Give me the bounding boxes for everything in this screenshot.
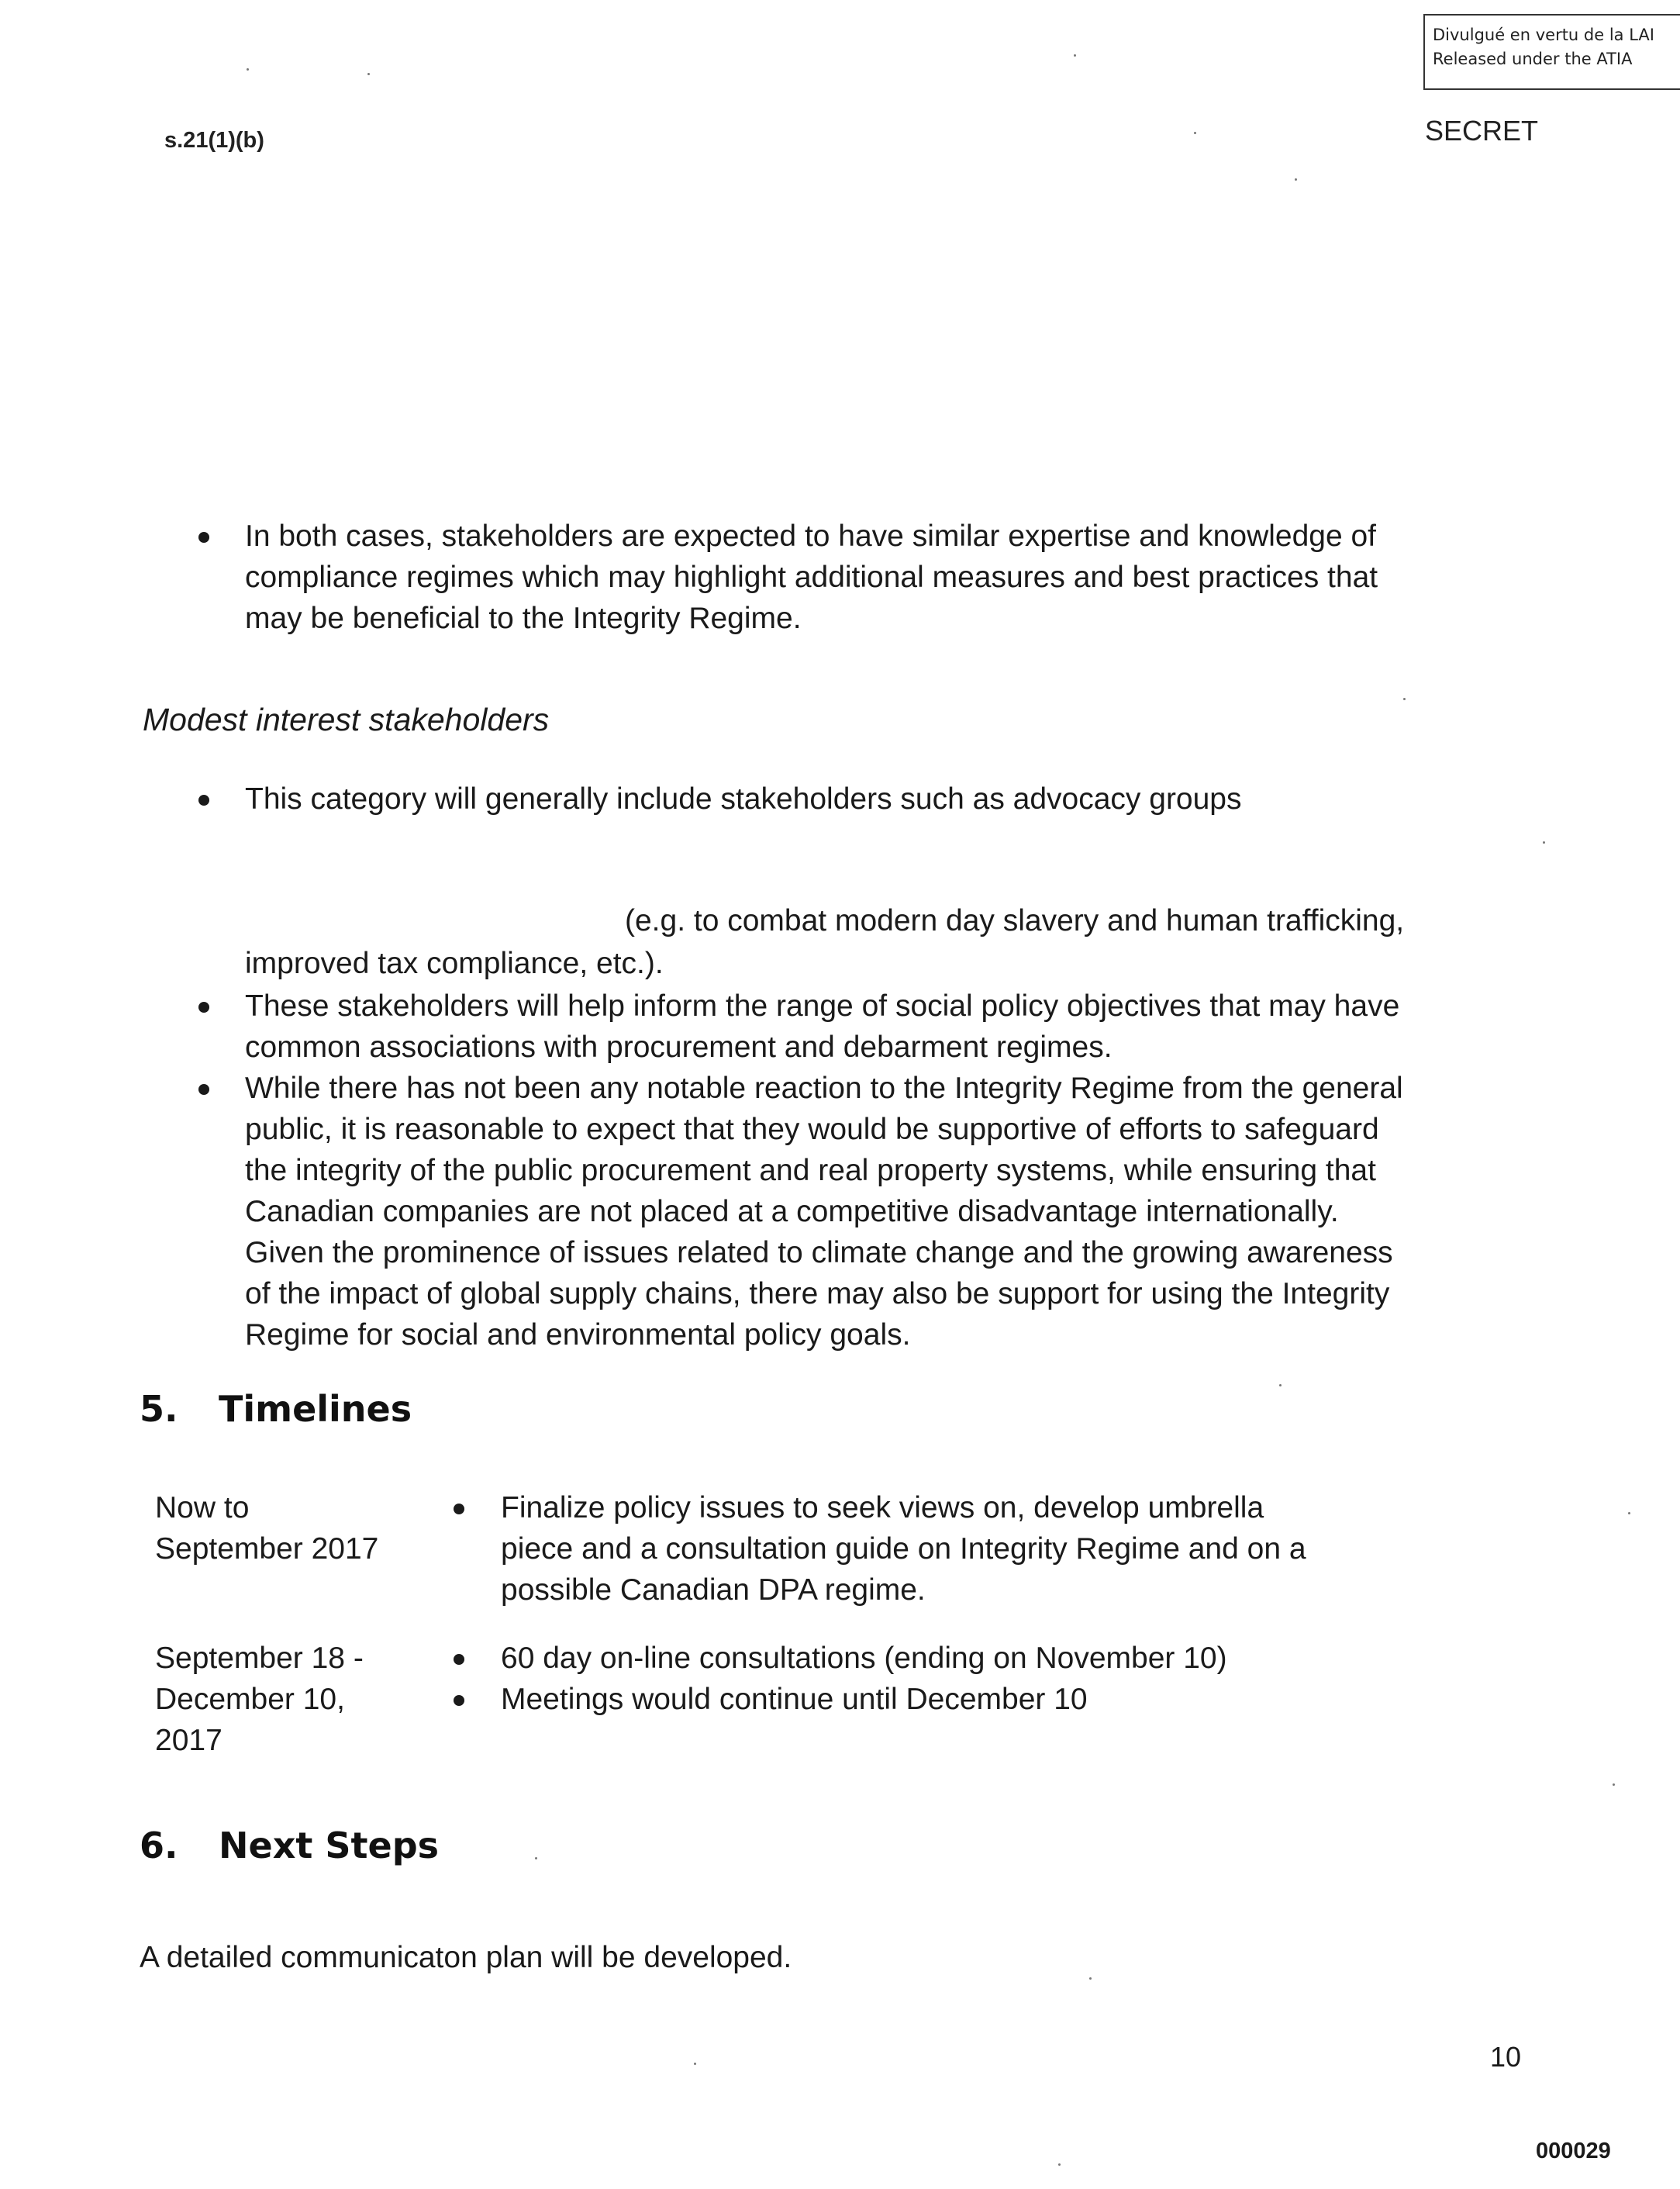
text-line: public, it is reasonable to expect that they would be supportive of efforts to safeguard <box>245 1113 1379 1146</box>
text-line: While there has not been any notable reaction to the Integrity Regime from the general <box>245 1072 1403 1105</box>
timeline-period-2 <box>155 1638 364 1761</box>
section-number: 5. <box>140 1388 178 1430</box>
period-line: September 2017 <box>155 1532 379 1566</box>
text-line: In both cases, stakeholders are expected to have similar expertise and knowledge of <box>245 520 1377 553</box>
bullet-icon <box>198 795 209 806</box>
subsection-heading: Modest interest stakeholders <box>143 702 550 737</box>
scan-speck <box>1089 1977 1092 1980</box>
scan-speck <box>367 73 370 75</box>
scan-speck <box>1074 54 1076 57</box>
bullet-icon <box>198 532 209 543</box>
release-stamp <box>1423 14 1680 90</box>
bullet-icon <box>454 1695 464 1706</box>
scan-speck <box>1403 698 1406 700</box>
text-line: common associations with procurement and debarment regimes. <box>245 1031 1113 1064</box>
text-line: compliance regimes which may highlight additional measures and best practices that <box>245 561 1378 594</box>
scan-speck <box>694 2063 696 2065</box>
bullet-icon <box>454 1654 464 1665</box>
scan-speck <box>1295 178 1297 181</box>
intro-bullet-text <box>245 516 1378 639</box>
section-title: Timelines <box>219 1388 412 1430</box>
stamp-line-english: Released under the ATIA <box>1433 50 1633 68</box>
text-line: Given the prominence of issues related to climate change and the growing awareness <box>245 1236 1393 1269</box>
section-heading-timelines <box>140 1388 412 1430</box>
scan-speck <box>1194 132 1196 134</box>
scan-speck <box>535 1857 537 1859</box>
period-line: December 10, <box>155 1683 345 1716</box>
modest-bullet-1-line-2: (e.g. to combat modern day slavery and human trafficking, <box>625 904 1405 937</box>
scan-speck <box>1613 1783 1615 1786</box>
scan-speck <box>1543 841 1545 844</box>
text-line: possible Canadian DPA regime. <box>501 1573 926 1607</box>
timeline-period-1 <box>155 1487 378 1569</box>
exemption-code: s.21(1)(b) <box>164 128 264 153</box>
section-heading-next-steps <box>140 1825 439 1866</box>
section-number: 6. <box>140 1825 178 1866</box>
timeline-item-3: Meetings would continue until December 10 <box>501 1683 1088 1716</box>
timeline-item-2: 60 day on-line consultations (ending on November 10) <box>501 1642 1227 1675</box>
timeline-item-1 <box>501 1487 1306 1611</box>
modest-bullet-1-line-1: This category will generally include stakeholders such as advocacy groups <box>245 782 1242 816</box>
text-line: Canadian companies are not placed at a competitive disadvantage internationally. <box>245 1195 1339 1228</box>
text-line: of the impact of global supply chains, there may also be support for using the Integrity <box>245 1277 1390 1310</box>
modest-bullet-1-line-3: improved tax compliance, etc.). <box>245 947 664 980</box>
scan-speck <box>1058 2163 1061 2166</box>
scan-speck <box>1628 1512 1630 1514</box>
bullet-icon <box>454 1504 464 1514</box>
text-line: Regime for social and environmental policy goals. <box>245 1318 911 1352</box>
modest-bullet-2 <box>245 986 1399 1068</box>
text-line: These stakeholders will help inform the range of social policy objectives that may have <box>245 989 1400 1023</box>
text-line: piece and a consultation guide on Integrity Regime and on a <box>501 1532 1306 1566</box>
bullet-icon <box>198 1084 209 1095</box>
scan-speck <box>1279 1384 1282 1386</box>
period-line: Now to <box>155 1491 250 1524</box>
period-line: September 18 - <box>155 1642 364 1675</box>
document-number: 000029 <box>1536 2139 1611 2163</box>
text-line: Finalize policy issues to seek views on, develop umbrella <box>501 1491 1264 1524</box>
modest-bullet-3 <box>245 1068 1403 1355</box>
classification-label: SECRET <box>1425 115 1539 147</box>
period-line: 2017 <box>155 1724 223 1757</box>
stamp-line-french: Divulgué en vertu de la LAI <box>1433 26 1654 44</box>
next-steps-text: A detailed communicaton plan will be developed. <box>140 1941 792 1974</box>
text-line: the integrity of the public procurement and real property systems, while ensuring that <box>245 1154 1376 1187</box>
page-number: 10 <box>1490 2041 1522 2073</box>
section-title: Next Steps <box>219 1825 439 1866</box>
scan-speck <box>247 68 249 71</box>
bullet-icon <box>198 1002 209 1013</box>
text-line: may be beneficial to the Integrity Regime. <box>245 602 802 635</box>
